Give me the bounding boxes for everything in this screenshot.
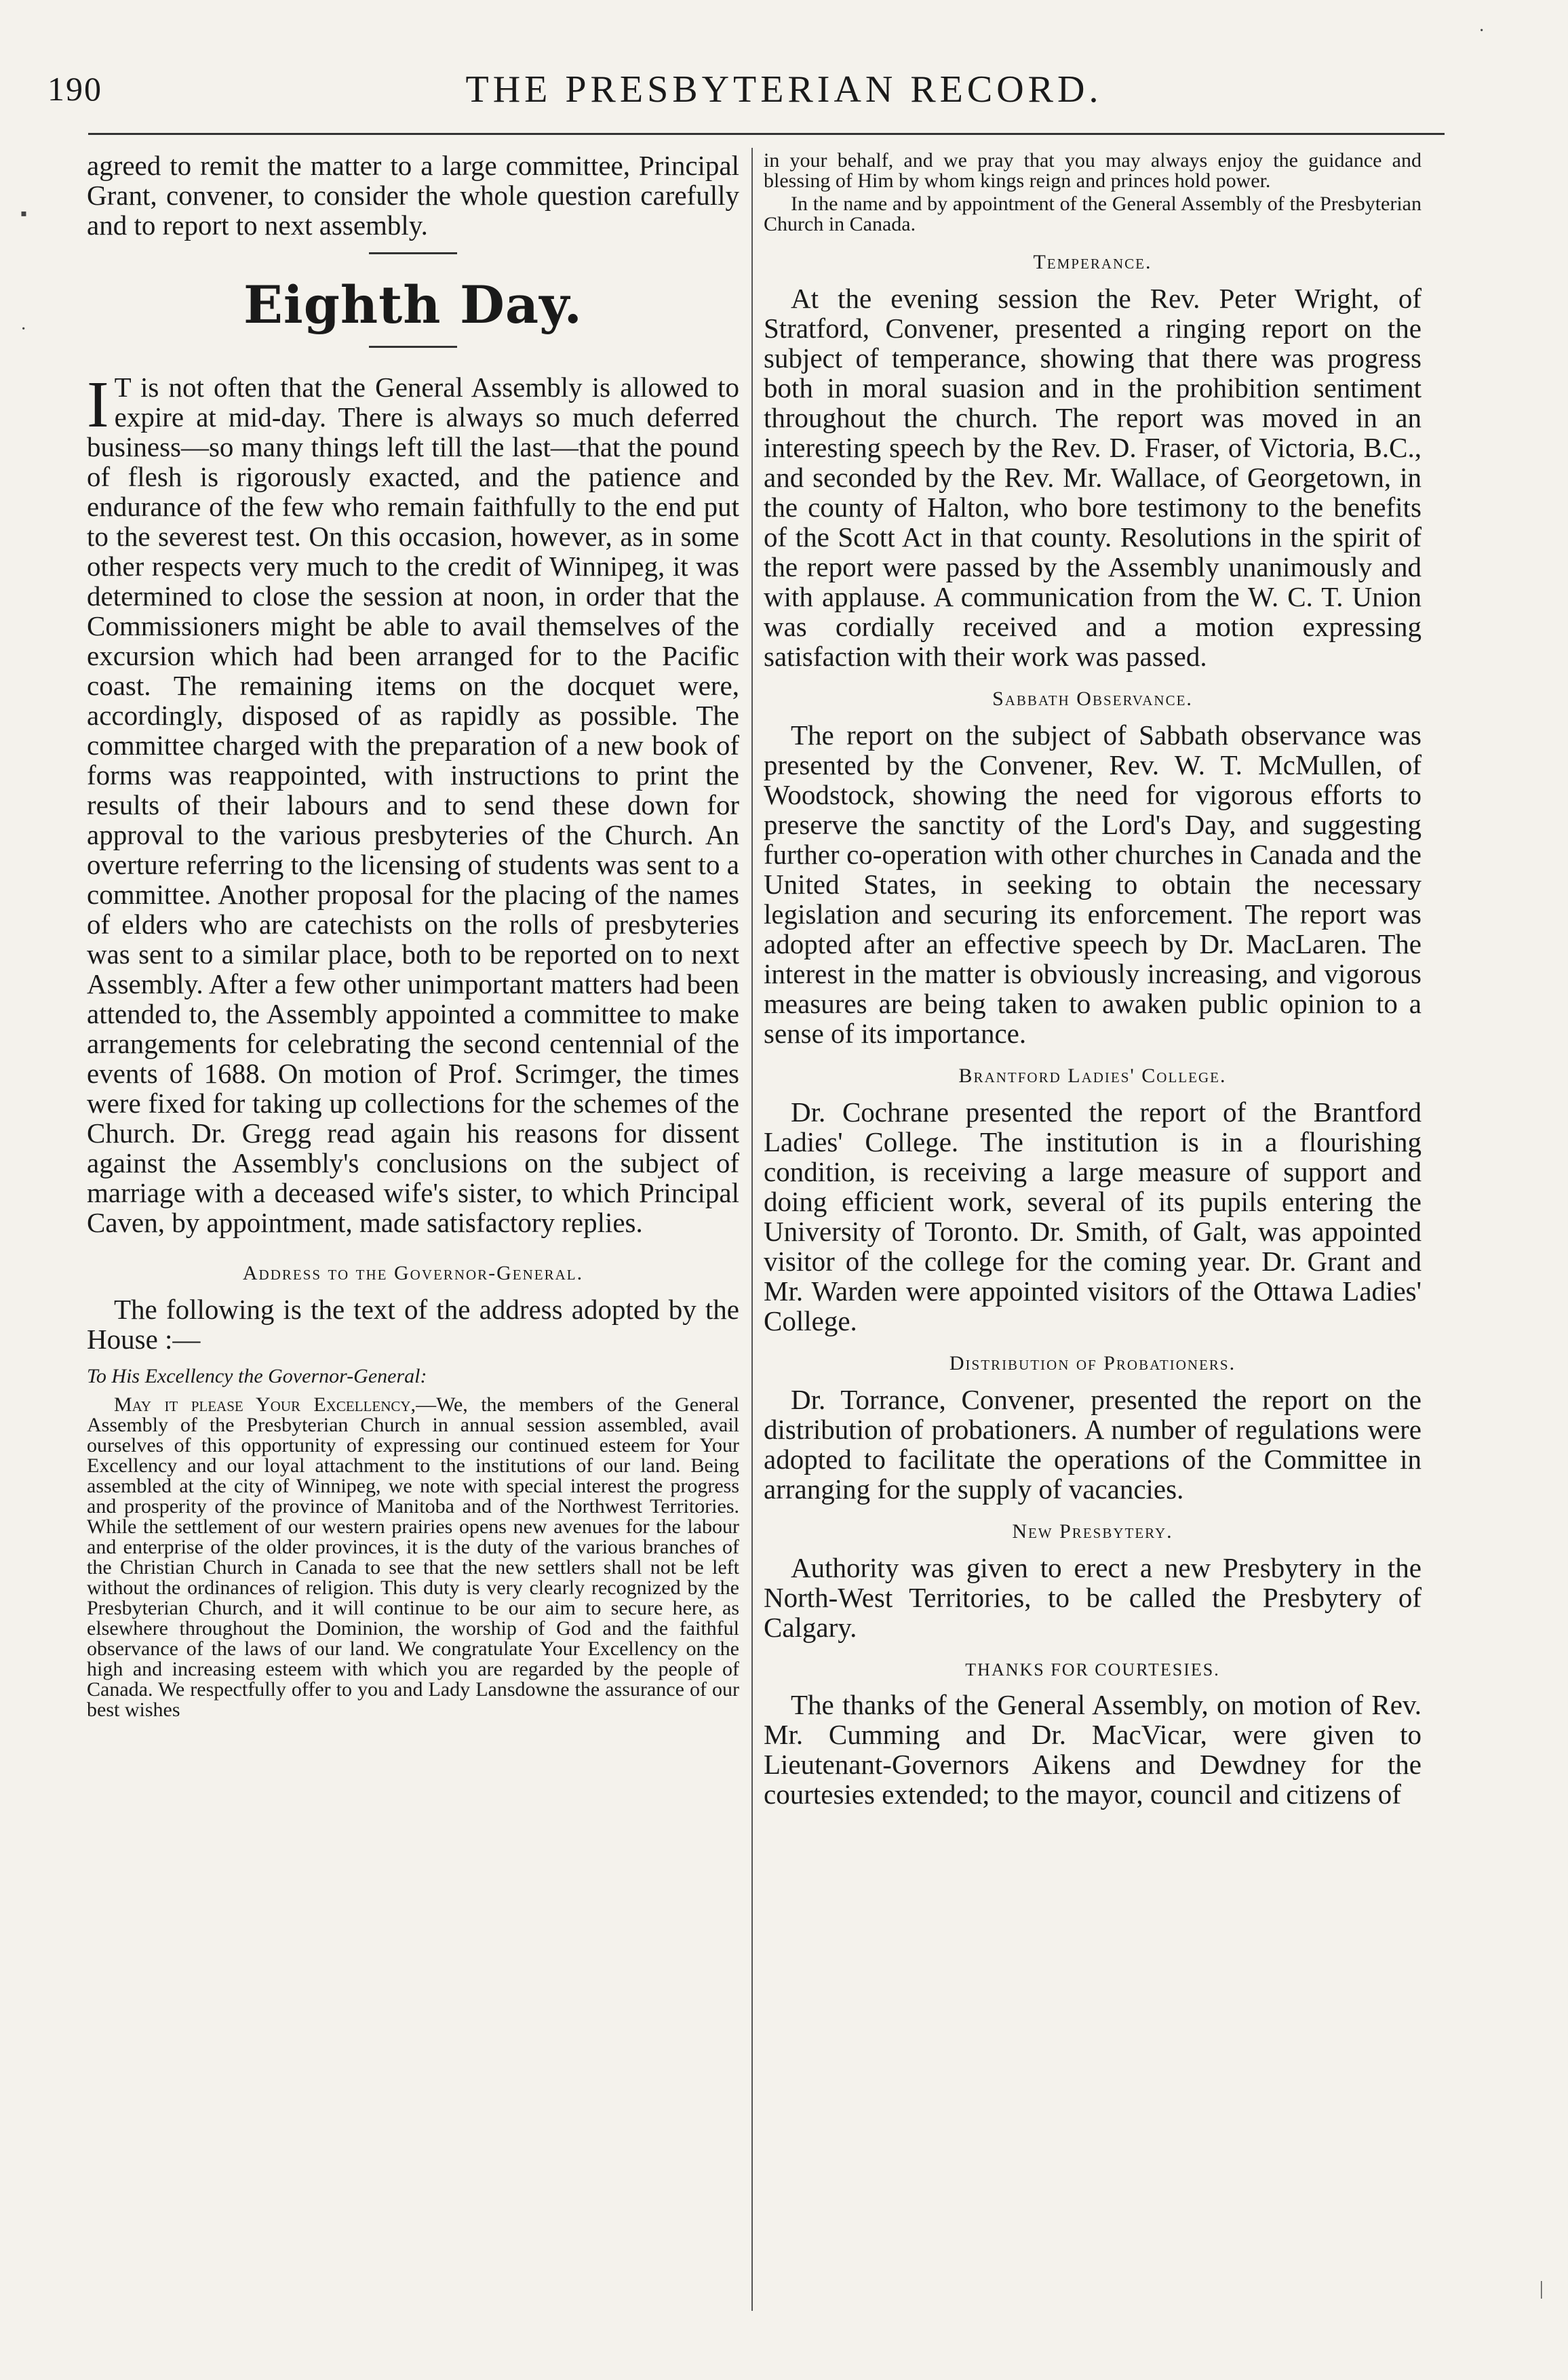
- probationers-text: Dr. Torrance, Convener, presented the report on the distribution of probationers. A number of regulations were adopted to facilitate the operations of the Committee in arranging for the supply of vacancies.: [764, 1384, 1422, 1505]
- address-title: Address to the Governor-General.: [242, 1262, 584, 1284]
- temperance-title: Temperance.: [1033, 251, 1152, 273]
- brantford-text: Dr. Cochrane presented the report of the Brantford Ladies' College. The institution is in a flourishing condition, is receiving a large measure of support and doing efficient work, several of its pupils entering the University of Toronto. Dr. Smith, of Galt, was appointed visitor of the college for the coming year. Dr. Grant and Mr. Warden were appointed visitors of the Ottawa Ladies' College.: [764, 1096, 1422, 1336]
- running-title: THE PRESBYTERIAN RECORD.: [465, 68, 1103, 111]
- address-text: —We, the members of the General Assembly of the Presbyterian Church in annual session assembled, avail ourselves of this opportunity of expressing our continued esteem for Your Excellency and our loyal attachment to the institutions of our land. Being assembled at the city of Winnipeg, we note with special interest the progress and prosperity of the province of Manitoba and of the Northwest Territories. While the settlement of our western prairies opens new avenues for the labour and enterprise of the older provinces, it is the duty of the various branches of the Christian Church in Canada to see that the new settlers shall not be left without the ordinances of religion. This duty is very clearly recognized by the Presbyterian Church, and it will continue to be our aim to secure here, as elsewhere throughout the Dominion, the worship of God and the faithful observance of the laws of our land. We congratulate Your Excellency on the high and increasing esteem with which you are regarded by the people of Canada. We respectfully offer to you and Lady Lansdowne the assurance of our best wishes: [87, 1393, 739, 1721]
- new-presbytery-text: Authority was given to erect a new Presbytery in the North-West Territories, to be called the Presbytery of Calgary.: [764, 1552, 1422, 1643]
- left-column: [87, 151, 739, 1720]
- drop-cap: I: [87, 368, 109, 441]
- scan-speck: ·: [20, 319, 27, 340]
- address-body: [87, 1395, 739, 1720]
- probationers-title: Distribution of Probationers.: [949, 1352, 1236, 1374]
- section-rule: [369, 252, 457, 254]
- address-signoff: In the name and by appointment of the General Assembly of the Presbyterian Church in Canada.: [764, 193, 1422, 235]
- header-rule: [88, 133, 1445, 135]
- thanks-title: THANKS FOR COURTESIES.: [965, 1660, 1220, 1680]
- eighth-day-paragraph: [87, 368, 739, 1238]
- new-presbytery-title: New Presbytery.: [1012, 1520, 1173, 1543]
- address-intro: The following is the text of the address adopted by the House :—: [87, 1294, 739, 1355]
- sabbath-title: Sabbath Observance.: [992, 688, 1193, 710]
- sabbath-text: The report on the subject of Sabbath observance was presented by the Convener, Rev. W. T. McMullen, of Woodstock, showing the need for vigorous efforts to preserve the sanctity of the Lord's Day, and suggesting further co-operation with other churches in Canada and the United States, in seeking to obtain the necessary legislation and securing its enforcement. The report was adopted after an effective speech by Dr. MacLaren. The interest in the matter is obviously increasing, and vigorous measures are being taken to awaken public opinion to a sense of its importance.: [764, 719, 1422, 1049]
- day-heading: Eighth Day.: [243, 275, 583, 335]
- section-rule: [369, 346, 457, 348]
- temperance-text: At the evening session the Rev. Peter Wright, of Stratford, Convener, presented a ringing report on the subject of temperance, showing that there was progress both in moral suasion and in the prohibition sentiment throughout the church. The report was moved in an interesting speech by the Rev. D. Fraser, of Victoria, B.C., and seconded by the Rev. Mr. Wallace, of Georgetown, in the county of Halton, who bore testimony to the benefits of the Scott Act in that county. Resolutions in the spirit of the report were passed by the Assembly unanimously and with applause. A communication from the W. C. T. Union was cordially received and a motion expressing satisfaction with their work was passed.: [764, 283, 1422, 672]
- address-continuation: in your behalf, and we pray that you may always enjoy the guidance and blessing of Him by whom kings reign and princes hold power.: [764, 149, 1422, 192]
- address-salutation: To His Excellency the Governor-General:: [87, 1365, 427, 1387]
- brantford-title: Brantford Ladies' College.: [958, 1065, 1227, 1087]
- opening-paragraph: agreed to remit the matter to a large committee, Principal Grant, convener, to consider the whole question carefully and to report to next assembly.: [87, 150, 739, 241]
- right-column: [764, 151, 1422, 1809]
- column-divider: [751, 148, 753, 2311]
- page-number: 190: [47, 70, 102, 108]
- scan-speck: ·: [1478, 20, 1485, 41]
- thanks-text: The thanks of the General Assembly, on motion of Rev. Mr. Cumming and Dr. MacVicar, were given to Lieutenant-Governors Aikens and Dewdney for the courtesies extended; to the mayor, council and citizens of: [764, 1689, 1422, 1810]
- scan-speck: ▪: [20, 203, 27, 224]
- eighth-day-text: T is not often that the General Assembly is allowed to expire at mid-day. There is always so much deferred business—so many things left till the last—that the pound of flesh is rigorously exacted, and the patience and endurance of the few who remain faithfully to the end put to the severest test. On this occasion, however, as in some other respects very much to the credit of Winnipeg, it was determined to close the session at noon, in order that the Commissioners might be able to avail themselves of the excursion which had been arranged for to the Pacific coast. The remaining items on the docquet were, accordingly, disposed of as rapidly as possible. The committee charged with the preparation of a new book of forms was reappointed, with instructions to print the results of their labours and to send these down for approval to the various presbyteries of the Church. An overture referring to the licensing of students was sent to a committee. Another proposal for the placing of the names of elders who are catechists on the rolls of presbyteries was sent to a similar place, both to be reported on to next Assembly. After a few other unimportant matters had been attended to, the Assembly appointed a committee to make arrangements for celebrating the second centennial of the events of 1688. On motion of Prof. Scrimger, the times were fixed for taking up collections for the schemes of the Church. Dr. Gregg read again his reasons for dissent against the Assembly's conclusions on the subject of marriage with a deceased wife's sister, to which Principal Caven, by appointment, made satisfactory replies.: [87, 372, 739, 1238]
- scan-speck: |: [1540, 2278, 1544, 2299]
- address-lead: May it please Your Excellency,: [114, 1393, 416, 1416]
